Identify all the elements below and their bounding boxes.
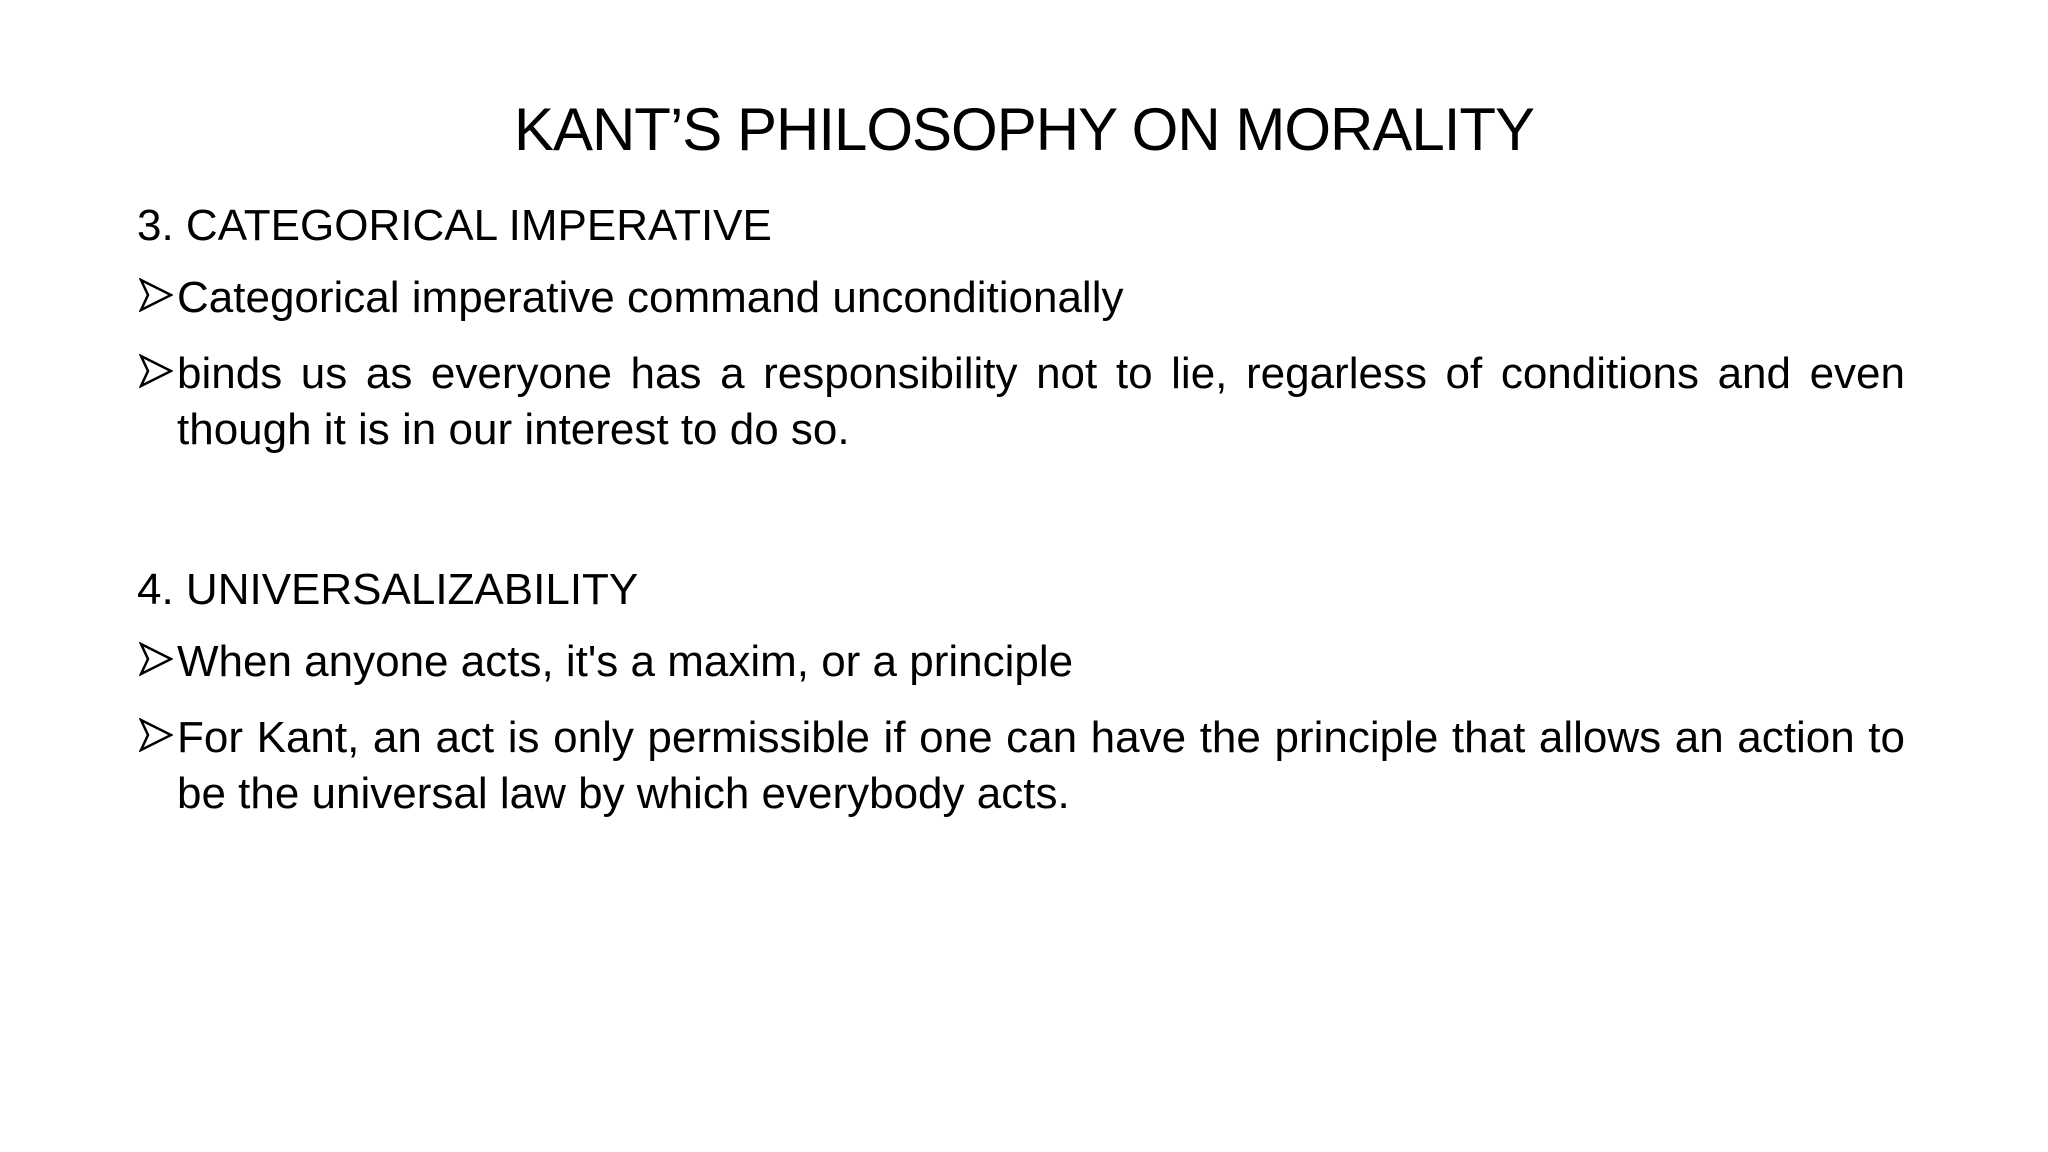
section-heading-universalizability: 4. UNIVERSALIZABILITY xyxy=(137,565,639,614)
section-spacer xyxy=(137,478,1905,562)
arrowhead-bullet-icon xyxy=(139,642,173,676)
bullet-text: When anyone acts, it's a maxim, or a principle xyxy=(177,637,1074,686)
bullet-item xyxy=(137,710,1905,822)
arrowhead-bullet-icon xyxy=(139,278,173,312)
bullet-item xyxy=(137,634,1905,690)
bullet-text: For Kant, an act is only permissible if one can have the principle that allows an action to be the universal law by which everybody acts. xyxy=(177,713,1905,818)
section-heading-categorical-imperative: 3. CATEGORICAL IMPERATIVE xyxy=(137,201,772,250)
bullet-item xyxy=(137,270,1905,326)
slide-body xyxy=(137,198,1905,842)
slide-title: KANT’S PHILOSOPHY ON MORALITY xyxy=(513,96,1535,163)
bullet-text: Categorical imperative command unconditionally xyxy=(177,273,1124,322)
arrowhead-bullet-icon xyxy=(139,354,173,388)
bullet-item xyxy=(137,346,1905,458)
arrowhead-bullet-icon xyxy=(139,718,173,752)
bullet-text: binds us as everyone has a responsibility not to lie, regarless of conditions and even though it is in our interest to do so. xyxy=(177,349,1905,454)
